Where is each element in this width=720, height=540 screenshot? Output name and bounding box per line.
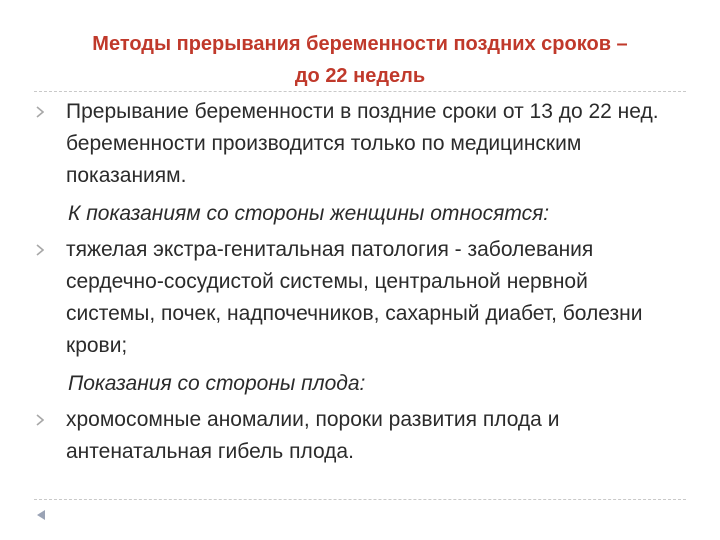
bullet-item <box>36 96 676 192</box>
triangle-bullet-icon <box>36 234 66 266</box>
slide-title <box>20 28 700 92</box>
subheading-woman: К показаниям со стороны женщины относятся: <box>68 202 550 225</box>
bullet-item <box>36 404 676 468</box>
triangle-bullet-icon <box>36 404 66 436</box>
slide-title-line-2: до 22 недель <box>294 65 426 87</box>
bullet-item <box>36 234 676 362</box>
bullet-text: тяжелая экстра-генитальная патология - заболевания сердечно-сосудистой системы, центральной нервной системы, почек, надпочечников, сахарный диабет, болезни крови; <box>66 238 643 357</box>
triangle-bullet-icon <box>36 96 66 128</box>
subheading-fetus: Показания со стороны плода: <box>68 372 366 395</box>
slide-body <box>36 96 676 468</box>
bottom-divider <box>34 499 686 500</box>
bullet-text: хромосомные аномалии, пороки развития плода и антенатальная гибель плода. <box>66 408 560 463</box>
slide-title-line-1: Методы прерывания беременности поздних сроков – <box>92 33 628 55</box>
bullet-text: Прерывание беременности в поздние сроки от 13 до 22 нед. беременности производится только по медицинским показаниям. <box>66 100 659 187</box>
nav-arrow-icon[interactable] <box>34 508 48 522</box>
top-divider <box>34 91 686 92</box>
